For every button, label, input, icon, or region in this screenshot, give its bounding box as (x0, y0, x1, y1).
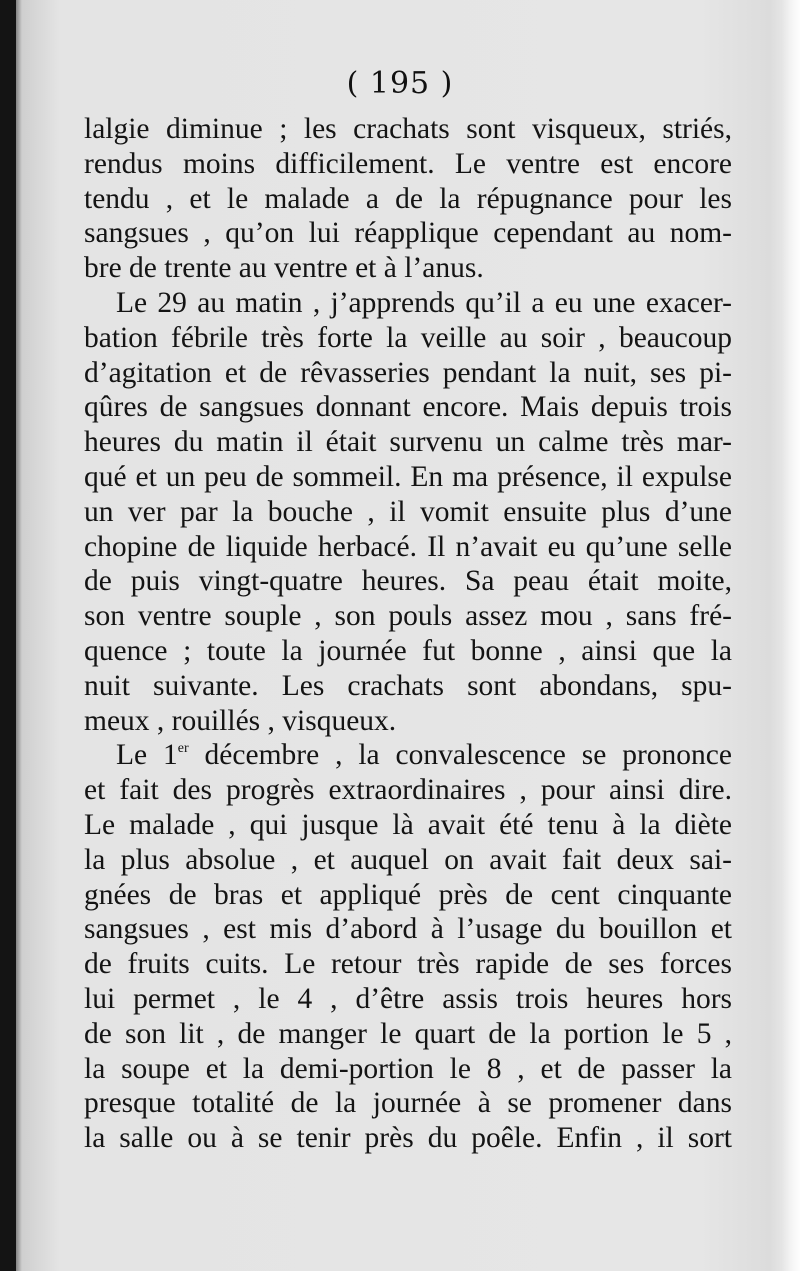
text-line: bation fébrile très forte la veille au soir , beaucoup (84, 321, 732, 354)
text-line: quence ; toute la journée fut bonne , ainsi que la (84, 634, 732, 667)
text-line: et fait des progrès extraordinaires , pour ainsi dire. (84, 774, 732, 807)
text-line: nuit suivante. Les crachats sont abondans, spu- (84, 669, 732, 702)
text-line: de fruits cuits. Le retour très rapide de ses forces (84, 948, 732, 981)
text-line: meux , rouillés , visqueux. (84, 704, 397, 737)
text-line: presque totalité de la journée à se promener dans (84, 1087, 732, 1120)
text-line: de puis vingt-quatre heures. Sa peau était moite, (84, 565, 732, 598)
text-line: qûres de sangsues donnant encore. Mais depuis trois (84, 391, 732, 424)
date-prefix: Le 1 (116, 739, 178, 772)
text-line: la salle ou à se tenir près du poêle. Enfin , il sort (84, 1122, 732, 1155)
text-line: Le 29 au matin , j’apprends qu’il a eu une exacer- (116, 286, 732, 319)
text-line: rendus moins difficilement. Le ventre est encore (84, 147, 732, 180)
text-line: sangsues , qu’on lui réapplique cependant au nom- (84, 217, 732, 250)
text-line: lui permet , le 4 , d’être assis trois heures hors (84, 982, 732, 1015)
text-line: chopine de liquide herbacé. Il n’avait eu qu’une selle (84, 530, 732, 563)
text-line: d’agitation et de rêvasseries pendant la nuit, ses pi- (84, 356, 732, 389)
date-suffix: décembre , la convalescence se prononce (188, 739, 732, 772)
text-line-first (84, 738, 732, 773)
text-line: son ventre souple , son pouls assez mou , sans fré- (84, 600, 732, 633)
text-line: un ver par la bouche , il vomit ensuite plus d’une (84, 495, 732, 528)
page-edge (782, 0, 800, 1271)
text-line: bre de trente au ventre et à l’anus. (84, 252, 484, 285)
text-line: tendu , et le malade a de la répugnance pour les (84, 182, 732, 215)
text-line: sangsues , est mis d’abord à l’usage du bouillon et (84, 913, 732, 946)
body-text (84, 112, 732, 1156)
text-line: qué et un peu de sommeil. En ma présence, il expulse (84, 460, 732, 493)
ordinal-superscript: er (177, 741, 189, 757)
page-number: ( 195 ) (346, 66, 454, 101)
text-line: heures du matin il était survenu un calme très mar- (84, 426, 732, 459)
text-line: la soupe et la demi-portion le 8 , et de passer la (84, 1052, 732, 1085)
text-line: gnées de bras et appliqué près de cent cinquante (84, 878, 732, 911)
text-line: lalgie diminue ; les crachats sont visqueux, striés, (84, 113, 732, 145)
text-line: Le malade , qui jusque là avait été tenu à la diète (84, 808, 732, 841)
book-spine-shadow (0, 0, 16, 1271)
text-line: la plus absolue , et auquel on avait fait deux sai- (84, 843, 732, 876)
text-line: de son lit , de manger le quart de la portion le 5 , (84, 1017, 732, 1050)
